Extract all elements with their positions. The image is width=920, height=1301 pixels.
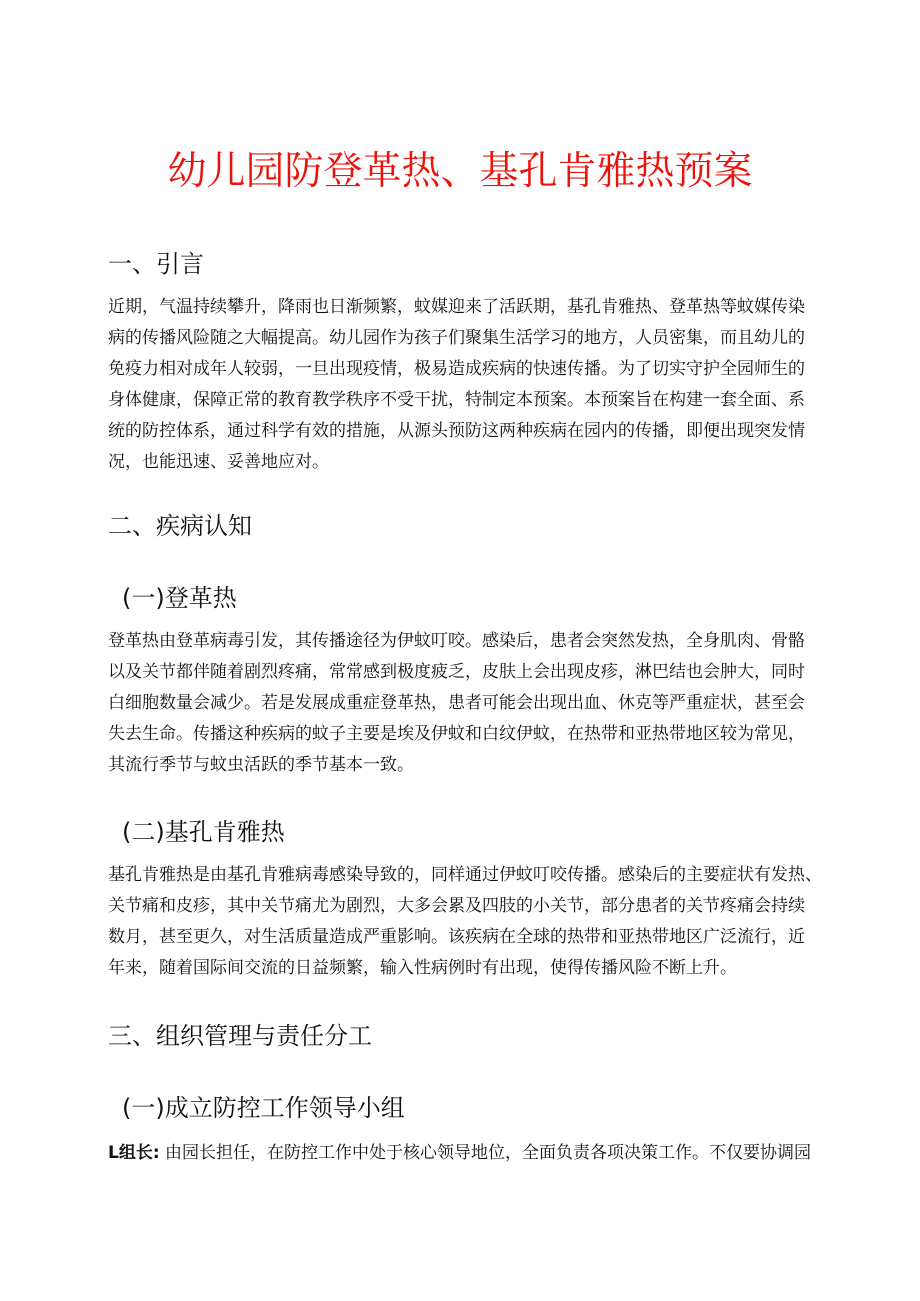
paragraph-line: 白细胞数量会减少。若是发展成重症登革热，患者可能会出现出血、休克等严重症状，甚至会	[108, 693, 805, 713]
paragraph-line: 免疫力相对成年人较弱，一旦出现疫情，极易造成疾病的快速传播。为了切实守护全园师生的	[108, 359, 805, 379]
paragraph-line: 失去生命。传播这种疾病的蚊子主要是埃及伊蚊和白纹伊蚊，在热带和亚热带地区较为常见，	[108, 724, 805, 744]
section-heading-introduction: 一、引言	[108, 250, 204, 278]
paragraph-line: 统的防控体系，通过科学有效的措施，从源头预防这两种疾病在园内的传播，即便出现突发情	[108, 421, 805, 441]
paragraph-line: 数月，甚至更久，对生活质量造成严重影响。该疾病在全球的热带和亚热带地区广泛流行，近	[108, 927, 805, 947]
section-heading-organization: 三、组织管理与责任分工	[108, 1022, 372, 1050]
chikungunya-paragraph	[108, 860, 822, 984]
dengue-paragraph	[108, 626, 816, 781]
paragraph-line: 近期，气温持续攀升，降雨也日渐频繁，蚊媒迎来了活跃期，基孔肯雅热、登革热等蚊媒传染	[108, 297, 805, 317]
subsection-heading-dengue: (一)登革热	[122, 584, 237, 612]
paragraph-line: 登革热由登革病毒引发，其传播途径为伊蚊叮咬。感染后，患者会突然发热，全身肌肉、骨骼	[108, 631, 805, 651]
group-leader-text: 由园长担任，在防控工作中处于核心领导地位，全面负责各项决策工作。不仅要协调园	[159, 1143, 812, 1163]
group-leader-label: L组长:	[108, 1143, 160, 1163]
paragraph-line: 关节痛和皮疹，其中关节痛尤为剧烈，大多会累及四肢的小关节，部分患者的关节疼痛会持续	[108, 896, 805, 916]
paragraph-line: 身体健康，保障正常的教育教学秩序不受干扰，特制定本预案。本预案旨在构建一套全面、系	[108, 390, 805, 410]
paragraph-line: 况，也能迅速、妥善地应对。	[108, 452, 329, 472]
subsection-heading-chikungunya: (二)基孔肯雅热	[122, 818, 285, 846]
introduction-paragraph	[108, 292, 816, 478]
paragraph-line: 病的传播风险随之大幅提高。幼儿园作为孩子们聚集生活学习的地方，人员密集，而且幼儿的	[108, 328, 805, 348]
paragraph-line: 其流行季节与蚊虫活跃的季节基本一致。	[108, 755, 414, 775]
document-title: 幼儿园防登革热、基孔肯雅热预案	[167, 149, 753, 194]
paragraph-line: 年来，随着国际间交流的日益频繁，输入性病例时有出现，使得传播风险不断上升。	[108, 958, 737, 978]
paragraph-line: 基孔肯雅热是由基孔肯雅病毒感染导致的，同样通过伊蚊叮咬传播。感染后的主要症状有发热、	[108, 865, 822, 885]
section-heading-disease-knowledge: 二、疾病认知	[108, 512, 252, 540]
group-leader-line	[108, 1138, 811, 1169]
paragraph-line: 以及关节都伴随着剧烈疼痛，常常感到极度疲乏，皮肤上会出现皮疹，淋巴结也会肿大，同时	[108, 662, 805, 682]
subsection-heading-leadership-group: (一)成立防控工作领导小组	[122, 1094, 405, 1122]
